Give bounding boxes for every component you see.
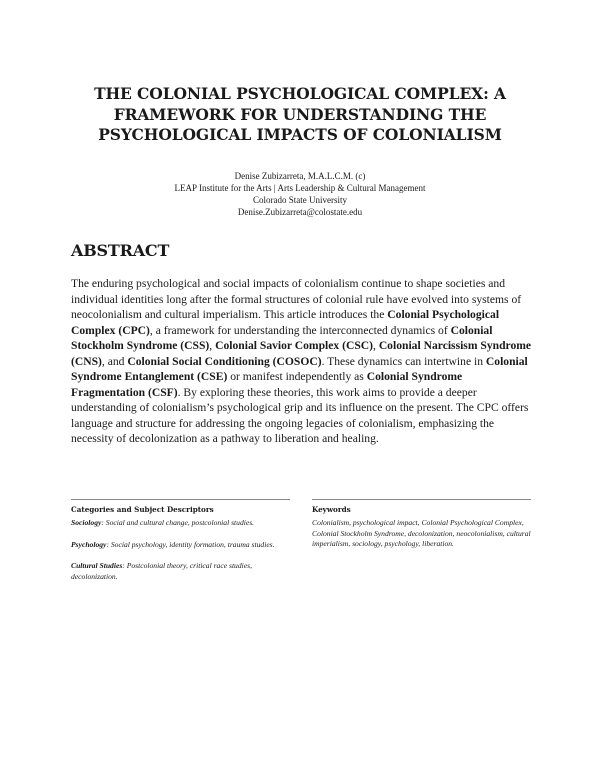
author-affiliation: LEAP Institute for the Arts | Arts Leadership & Cultural Management bbox=[174, 183, 426, 193]
abstract-heading: ABSTRACT bbox=[71, 241, 170, 260]
abstract-body bbox=[71, 276, 533, 447]
keywords-text: Colonialism, psychological impact, Colonial Psychological Complex, Colonial Stockholm Syndrome, decolonization, neocolonialism, cultural imperialism, sociology, psychology, liberation. bbox=[312, 518, 531, 548]
category-name: Psychology bbox=[71, 539, 107, 549]
abstract-segment: or manifest independently as bbox=[227, 370, 367, 383]
abstract-segment: , bbox=[209, 339, 216, 352]
keywords-section bbox=[312, 499, 531, 550]
category-name: Sociology bbox=[71, 518, 102, 527]
keywords-heading: Keywords bbox=[312, 505, 351, 514]
abstract-segment: , bbox=[373, 339, 379, 352]
category-text: : Postcolonial theory, critical race studies, decolonization. bbox=[71, 561, 252, 581]
term-cse: Colonial Syndrome Entanglement (CSE) bbox=[71, 354, 528, 383]
abstract-segment: . By exploring these theories, this work aims to provide a deeper understanding of colonialism’s psychological grip and its influence on the present. The CPC offers language and structure for addressing the ongoing legacies of colonialism, emphasizing the necessity of decolonization as a pathway to liberation and healing. bbox=[71, 385, 529, 445]
category-item bbox=[71, 561, 290, 582]
divider bbox=[71, 499, 290, 500]
term-csf: Colonial Syndrome Fragmentation (CSF) bbox=[71, 370, 463, 399]
abstract-segment: . These dynamics can intertwine in bbox=[321, 354, 486, 368]
categories-heading: Categories and Subject Descriptors bbox=[71, 505, 214, 514]
categories-section bbox=[71, 499, 290, 593]
abstract-segment: The enduring psychological and social impacts of colonialism continue to shape societies and individual identities long after the formal structures of colonial rule have evolved into systems of neocolonialism and cultural imperialism. This article introduces the bbox=[71, 277, 522, 321]
category-item bbox=[71, 518, 290, 529]
term-csc: Colonial Savior Complex (CSC) bbox=[215, 339, 374, 352]
term-css: Colonial Stockholm Syndrome (CSS) bbox=[71, 323, 493, 352]
author-block bbox=[100, 170, 500, 218]
category-item bbox=[71, 540, 290, 551]
author-email: Denise.Zubizarreta@colostate.edu bbox=[237, 207, 363, 217]
category-text: : Social psychology, identity formation, trauma studies. bbox=[106, 539, 275, 549]
paper-title: THE COLONIAL PSYCHOLOGICAL COMPLEX: A FRAMEWORK FOR UNDERSTANDING THE PSYCHOLOGICAL IMPACTS OF COLONIALISM bbox=[94, 84, 506, 145]
term-cosoc: Colonial Social Conditioning (COSOC) bbox=[127, 354, 322, 368]
author-university: Colorado State University bbox=[253, 195, 347, 205]
abstract-segment: , a framework for understanding the interconnected dynamics of bbox=[149, 323, 451, 337]
abstract-segment: , and bbox=[101, 354, 128, 368]
category-text: : Social and cultural change, postcolonial studies. bbox=[101, 518, 255, 527]
category-name: Cultural Studies bbox=[71, 561, 123, 570]
divider bbox=[312, 499, 531, 500]
author-name: Denise Zubizarreta, M.A.L.C.M. (c) bbox=[234, 171, 366, 181]
term-cpc: Colonial Psychological Complex (CPC) bbox=[71, 308, 500, 337]
term-cns: Colonial Narcissism Syndrome (CNS) bbox=[71, 339, 532, 368]
